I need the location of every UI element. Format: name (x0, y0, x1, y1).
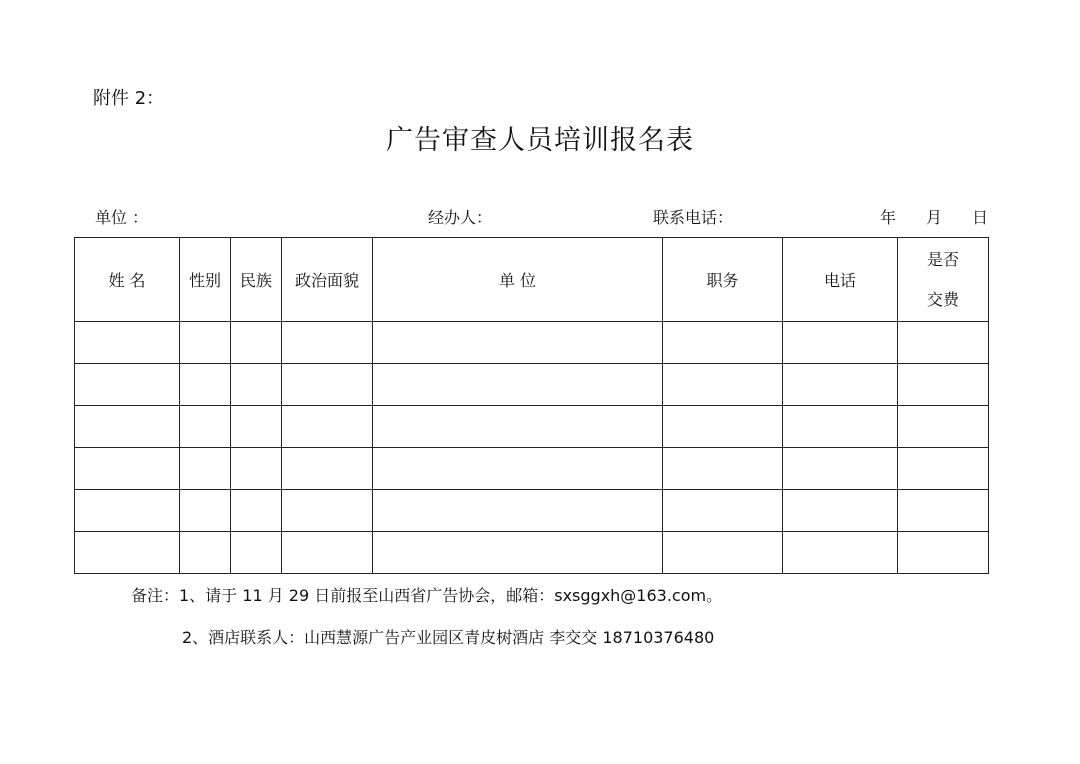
cell-phone[interactable] (783, 364, 898, 406)
cell-political-status[interactable] (282, 364, 373, 406)
header-paid (898, 238, 989, 322)
cell-ethnicity[interactable] (231, 448, 282, 490)
cell-phone[interactable] (783, 532, 898, 574)
cell-political-status[interactable] (282, 532, 373, 574)
cell-position[interactable] (663, 322, 783, 364)
cell-gender[interactable] (180, 322, 231, 364)
cell-phone[interactable] (783, 448, 898, 490)
cell-political-status[interactable] (282, 322, 373, 364)
table-row (75, 364, 989, 406)
cell-paid[interactable] (898, 364, 989, 406)
cell-phone[interactable] (783, 406, 898, 448)
cell-gender[interactable] (180, 448, 231, 490)
table-header-row (75, 238, 989, 322)
meta-unit-label: 单位 ： (95, 208, 149, 227)
cell-name[interactable] (75, 448, 180, 490)
cell-gender[interactable] (180, 364, 231, 406)
cell-name[interactable] (75, 490, 180, 532)
cell-ethnicity[interactable] (231, 364, 282, 406)
header-ethnicity: 民族 (231, 238, 282, 322)
cell-position[interactable] (663, 490, 783, 532)
cell-unit[interactable] (373, 490, 663, 532)
cell-ethnicity[interactable] (231, 490, 282, 532)
cell-unit[interactable] (373, 532, 663, 574)
cell-name[interactable] (75, 322, 180, 364)
cell-paid[interactable] (898, 322, 989, 364)
cell-paid[interactable] (898, 490, 989, 532)
header-paid-line2: 交费 (926, 289, 959, 309)
header-political-status: 政治面貌 (282, 238, 373, 322)
cell-unit[interactable] (373, 364, 663, 406)
table-row (75, 322, 989, 364)
table-row (75, 406, 989, 448)
cell-position[interactable] (663, 364, 783, 406)
cell-position[interactable] (663, 448, 783, 490)
cell-gender[interactable] (180, 406, 231, 448)
meta-handler-label: 经办人： (428, 208, 493, 227)
cell-ethnicity[interactable] (231, 532, 282, 574)
cell-gender[interactable] (180, 490, 231, 532)
attachment-label: 附件 2： (93, 88, 165, 109)
header-name: 姓 名 (75, 238, 180, 322)
cell-unit[interactable] (373, 448, 663, 490)
header-unit: 单 位 (373, 238, 663, 322)
note-2: 2、酒店联系人：山西慧源广告产业园区青皮树酒店 李交交 18710376480 (182, 628, 715, 647)
cell-name[interactable] (75, 364, 180, 406)
note-1: 备注：1、请于 11 月 29 日前报至山西省广告协会，邮箱：sxsggxh@163.com。 (131, 586, 723, 605)
meta-phone-label: 联系电话： (653, 208, 734, 227)
cell-name[interactable] (75, 532, 180, 574)
meta-year-label: 年 (880, 208, 897, 227)
meta-day-label: 日 (972, 208, 989, 227)
header-position: 职务 (663, 238, 783, 322)
cell-phone[interactable] (783, 322, 898, 364)
cell-paid[interactable] (898, 406, 989, 448)
cell-position[interactable] (663, 406, 783, 448)
form-title: 广告审查人员培训报名表 (386, 125, 694, 156)
cell-unit[interactable] (373, 322, 663, 364)
header-phone: 电话 (783, 238, 898, 322)
table-row (75, 490, 989, 532)
cell-position[interactable] (663, 532, 783, 574)
meta-month-label: 月 (926, 208, 943, 227)
cell-unit[interactable] (373, 406, 663, 448)
cell-ethnicity[interactable] (231, 322, 282, 364)
cell-political-status[interactable] (282, 406, 373, 448)
table-row (75, 448, 989, 490)
cell-phone[interactable] (783, 490, 898, 532)
registration-table (74, 237, 989, 574)
table-row (75, 532, 989, 574)
cell-paid[interactable] (898, 448, 989, 490)
cell-political-status[interactable] (282, 448, 373, 490)
cell-paid[interactable] (898, 532, 989, 574)
cell-gender[interactable] (180, 532, 231, 574)
cell-name[interactable] (75, 406, 180, 448)
header-paid-line1: 是否 (926, 249, 959, 269)
cell-ethnicity[interactable] (231, 406, 282, 448)
header-gender: 性别 (180, 238, 231, 322)
cell-political-status[interactable] (282, 490, 373, 532)
